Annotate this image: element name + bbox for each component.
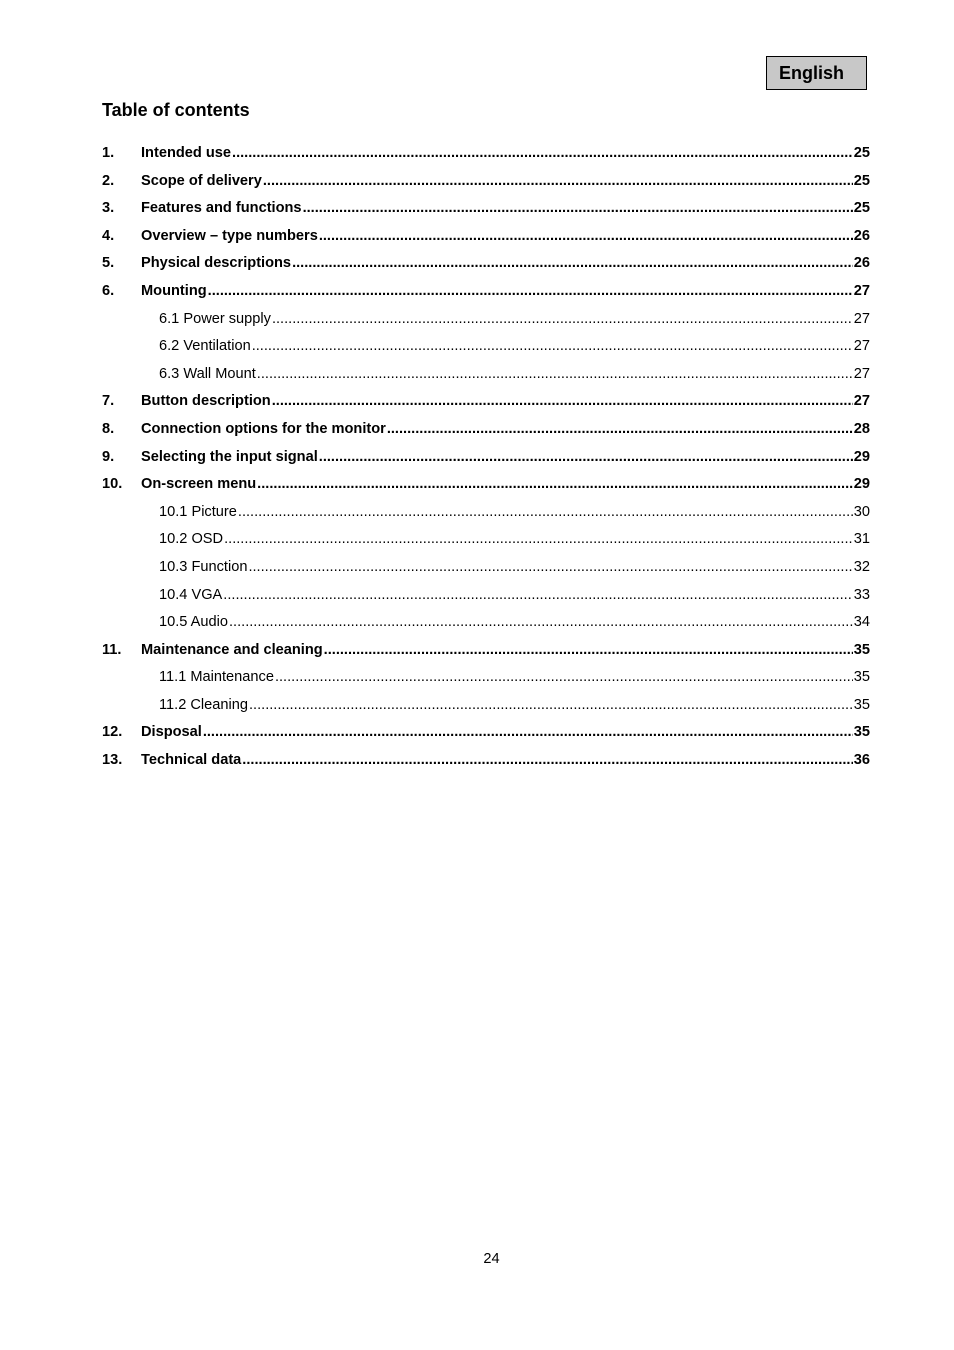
toc-entry-number: 2. (102, 172, 115, 189)
toc-entry[interactable] (102, 474, 870, 502)
dot-leader (203, 722, 853, 742)
dot-leader (242, 750, 852, 770)
toc-entry-label: Features and functions (141, 200, 302, 217)
toc-entry-number: 5. (102, 255, 115, 272)
toc-entry[interactable] (102, 419, 870, 447)
dot-leader (229, 612, 853, 632)
toc-entry-label: Connection options for the monitor (141, 420, 386, 437)
toc-entry-label: Physical descriptions (141, 255, 292, 272)
toc-entry-page: 30 (853, 503, 870, 520)
toc-entry-label: 11.2 Cleaning (159, 696, 248, 713)
toc-entry-page: 35 (853, 696, 870, 713)
toc-entry-number: 1. (102, 145, 115, 161)
toc-subentry[interactable] (102, 502, 870, 530)
toc-entry[interactable] (102, 226, 870, 254)
toc-entry-number: 6. (102, 282, 115, 299)
toc-entry-label: Intended use (141, 145, 232, 161)
toc-subentry[interactable] (102, 364, 870, 392)
toc-entry-number: 13. (102, 752, 123, 769)
toc-entry-label: 6.2 Ventilation (159, 338, 251, 355)
toc-entry-number: 7. (102, 393, 115, 410)
toc-entry-page: 32 (853, 558, 870, 575)
toc-entry-page: 26 (853, 227, 870, 244)
toc-entry-label: Scope of delivery (141, 172, 262, 189)
dot-leader (252, 336, 853, 356)
toc-entry-page: 28 (853, 420, 870, 437)
toc-entry-page: 25 (853, 172, 870, 189)
dot-leader (387, 419, 853, 439)
dot-leader (272, 391, 853, 411)
dot-leader (303, 198, 853, 218)
page-title: Table of contents (102, 100, 250, 120)
toc-entry[interactable] (102, 281, 870, 309)
toc-entry[interactable] (102, 253, 870, 281)
toc-entry-label: Technical data (141, 752, 242, 769)
dot-leader (319, 447, 853, 467)
toc-entry-page: 31 (853, 531, 870, 548)
toc-entry-label: 6.3 Wall Mount (159, 365, 256, 382)
toc-entry-label: 11.1 Maintenance (159, 669, 274, 686)
toc-entry-label: 10.2 OSD (159, 531, 224, 548)
dot-leader (275, 667, 853, 687)
toc-entry[interactable] (102, 143, 870, 171)
toc-subentry[interactable] (102, 336, 870, 364)
dot-leader (292, 253, 853, 273)
dot-leader (324, 640, 853, 660)
toc-entry-page: 35 (853, 724, 870, 741)
toc-entry-page: 27 (853, 365, 870, 382)
toc-entry-label: 10.4 VGA (159, 586, 223, 603)
toc-entry-label: Maintenance and cleaning (141, 641, 323, 658)
toc-entry[interactable] (102, 198, 870, 226)
toc-entry-page: 27 (853, 282, 870, 299)
toc-entry-page: 25 (853, 200, 870, 217)
toc-entry-label: Overview – type numbers (141, 227, 318, 244)
toc-entry-page: 35 (853, 669, 870, 686)
toc-subentry[interactable] (102, 585, 870, 613)
toc-entry-number: 4. (102, 227, 115, 244)
toc-entry[interactable] (102, 391, 870, 419)
toc-subentry[interactable] (102, 612, 870, 640)
toc-subentry[interactable] (102, 529, 870, 557)
toc-entry[interactable] (102, 447, 870, 475)
toc-subentry[interactable] (102, 557, 870, 585)
dot-leader (232, 143, 853, 163)
dot-leader (249, 695, 853, 715)
toc-entry-label: 6.1 Power supply (159, 310, 271, 327)
toc-entry-page: 36 (853, 752, 870, 769)
toc-entry-label: Mounting (141, 282, 207, 299)
toc-entry-page: 29 (853, 476, 870, 493)
dot-leader (319, 226, 853, 246)
toc-entry[interactable] (102, 722, 870, 750)
toc-entry-page: 27 (853, 393, 870, 410)
dot-leader (224, 529, 853, 549)
language-label: English (779, 63, 845, 83)
toc-entry-number: 8. (102, 420, 115, 437)
toc-entry-page: 25 (853, 145, 870, 161)
toc-entry-number: 11. (102, 641, 122, 658)
toc-entry-page: 29 (853, 448, 870, 465)
dot-leader (263, 171, 853, 191)
dot-leader (208, 281, 853, 301)
table-of-contents (102, 143, 870, 778)
toc-entry[interactable] (102, 640, 870, 668)
toc-entry-page: 33 (853, 586, 870, 603)
dot-leader (238, 502, 853, 522)
language-badge (766, 56, 867, 90)
dot-leader (248, 557, 852, 577)
toc-entry-label: On-screen menu (141, 476, 257, 493)
toc-subentry[interactable] (102, 309, 870, 337)
toc-entry-number: 12. (102, 724, 123, 741)
toc-entry-label: 10.5 Audio (159, 614, 228, 631)
toc-entry-page: 35 (853, 641, 870, 658)
toc-entry-label: 10.1 Picture (159, 503, 237, 520)
dot-leader (272, 309, 853, 329)
dot-leader (257, 364, 853, 384)
dot-leader (257, 474, 853, 494)
toc-entry-page: 26 (853, 255, 870, 272)
toc-entry[interactable] (102, 750, 870, 778)
toc-entry-label: Button description (141, 393, 271, 410)
toc-subentry[interactable] (102, 667, 870, 695)
toc-entry-page: 34 (853, 614, 870, 631)
toc-entry-label: Disposal (141, 724, 202, 741)
toc-subentry[interactable] (102, 695, 870, 723)
toc-entry-number: 10. (102, 476, 123, 493)
toc-entry-number: 9. (102, 448, 115, 465)
toc-entry-label: Selecting the input signal (141, 448, 318, 465)
toc-entry[interactable] (102, 171, 870, 199)
toc-entry-page: 27 (853, 338, 870, 355)
toc-entry-label: 10.3 Function (159, 558, 248, 575)
toc-entry-number: 3. (102, 200, 115, 217)
dot-leader (223, 585, 852, 605)
page-number: 24 (483, 1251, 500, 1267)
toc-entry-page: 27 (853, 310, 870, 327)
